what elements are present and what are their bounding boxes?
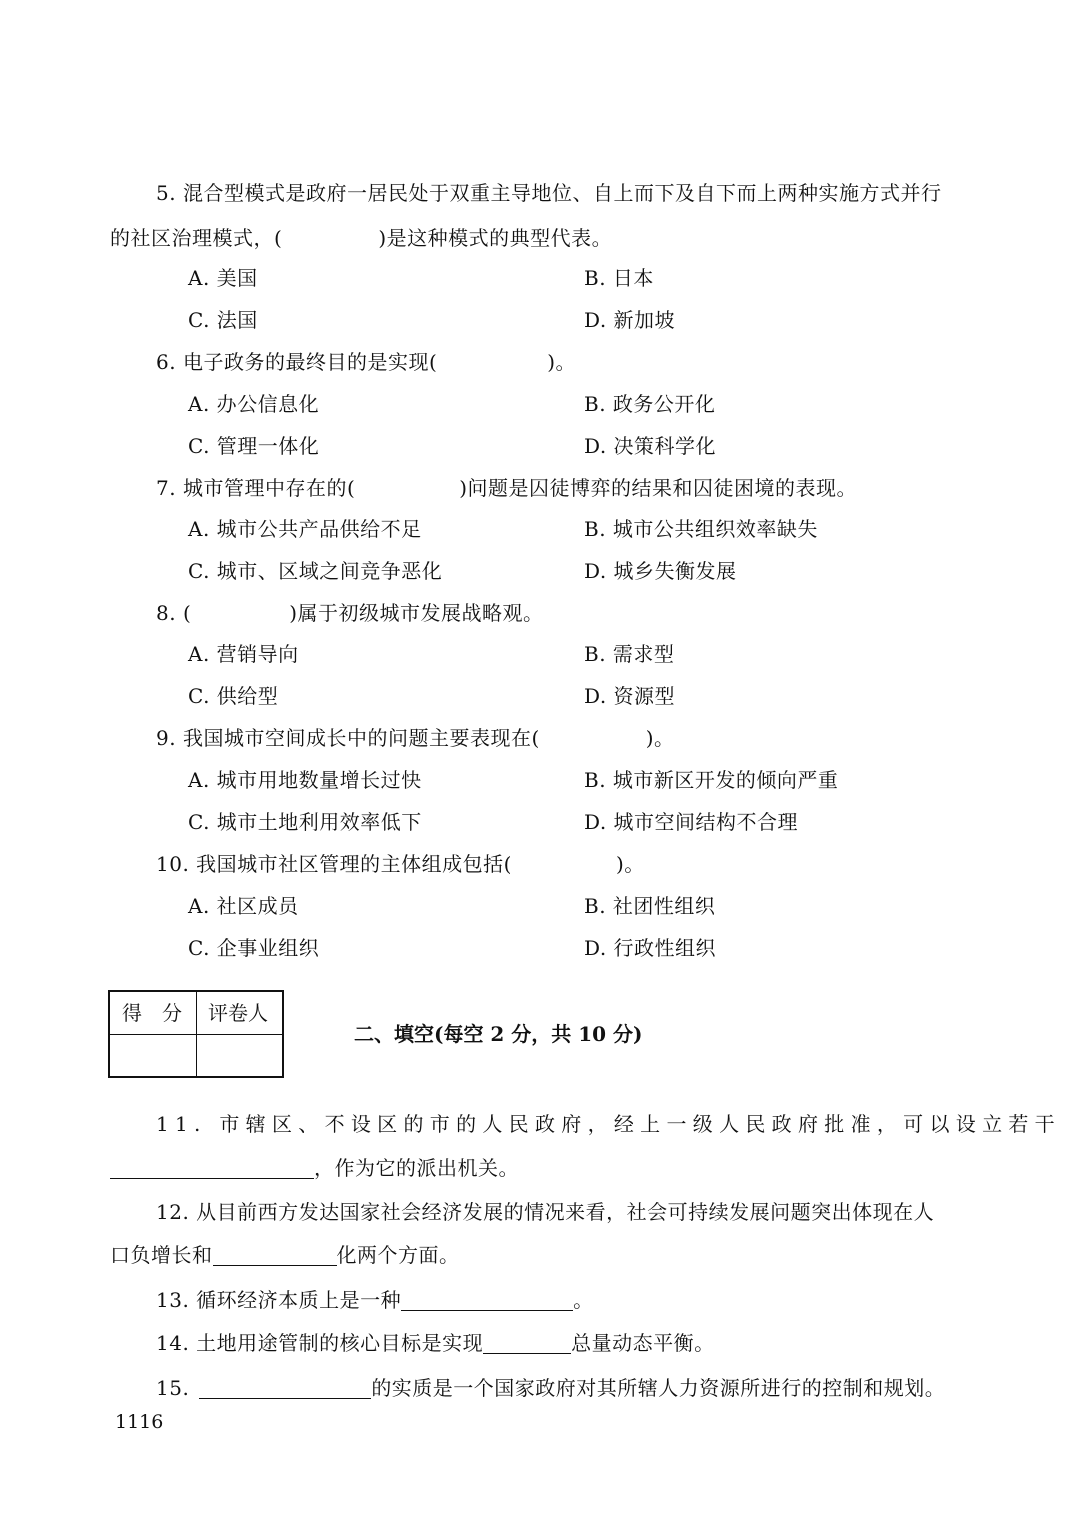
q9-option-b: B. 城市新区开发的倾向严重: [584, 768, 839, 792]
score-table: [108, 990, 284, 1078]
q14: 14. 土地用途管制的核心目标是实现 总量动态平衡。: [156, 1331, 715, 1355]
score-label: 得 分: [122, 1001, 182, 1025]
q6-option-b: B. 政务公开化: [584, 392, 716, 416]
q6-stem: 6. 电子政务的最终目的是实现( )。: [156, 350, 577, 374]
q10-option-d: D. 行政性组织: [584, 936, 717, 960]
q13: 13. 循环经济本质上是一种 。: [156, 1288, 594, 1312]
q5-option-b: B. 日本: [584, 266, 654, 290]
q5-line2: 的社区治理模式，( )是这种模式的典型代表。: [110, 226, 613, 250]
q5-option-c: C. 法国: [188, 308, 258, 332]
score-table-divider-horizontal: [110, 1034, 282, 1035]
q5-option-d: D. 新加坡: [584, 308, 676, 332]
q6-option-a: A. 办公信息化: [188, 392, 320, 416]
q7-stem: 7. 城市管理中存在的( )问题是囚徒博弈的结果和囚徒困境的表现。: [156, 476, 858, 500]
q11-line2: ，作为它的派出机关。: [110, 1156, 519, 1180]
q8-option-d: D. 资源型: [584, 684, 676, 708]
q15-blank[interactable]: [199, 1378, 371, 1399]
q8-stem: 8. ( )属于初级城市发展战略观。: [156, 601, 544, 625]
page-number: 1116: [115, 1411, 164, 1433]
section-2-title: 二、填空(每空 2 分，共 10 分): [354, 1022, 643, 1046]
q14-blank[interactable]: [483, 1333, 571, 1354]
q10-stem: 10. 我国城市社区管理的主体组成包括( )。: [156, 852, 645, 876]
q8-option-c: C. 供给型: [188, 684, 279, 708]
q8-option-b: B. 需求型: [584, 642, 675, 666]
q5-line1: 5. 混合型模式是政府一居民处于双重主导地位、自上而下及自下而上两种实施方式并行: [156, 181, 942, 205]
q9-option-d: D. 城市空间结构不合理: [584, 810, 799, 834]
q7-option-c: C. 城市、区域之间竞争恶化: [188, 559, 443, 583]
q12-line2: 口负增长和 化两个方面。: [110, 1243, 460, 1267]
q9-stem: 9. 我国城市空间成长中的问题主要表现在( )。: [156, 726, 675, 750]
q12-line1: 12. 从目前西方发达国家社会经济发展的情况来看，社会可持续发展问题突出体现在人: [156, 1200, 935, 1224]
q6-option-d: D. 决策科学化: [584, 434, 717, 458]
q6-option-c: C. 管理一体化: [188, 434, 320, 458]
q9-option-c: C. 城市土地利用效率低下: [188, 810, 422, 834]
grader-label: 评卷人: [208, 1001, 268, 1025]
q11-blank[interactable]: [110, 1158, 314, 1179]
q10-option-a: A. 社区成员: [188, 894, 299, 918]
q13-blank[interactable]: [401, 1290, 573, 1311]
q11-line1: 11. 市辖区、不设区的市的人民政府，经上一级人民政府批准，可以设立若干: [156, 1112, 1061, 1136]
q12-blank[interactable]: [213, 1245, 337, 1266]
q7-option-a: A. 城市公共产品供给不足: [188, 517, 422, 541]
q7-option-d: D. 城乡失衡发展: [584, 559, 737, 583]
q10-option-b: B. 社团性组织: [584, 894, 716, 918]
q8-option-a: A. 营销导向: [188, 642, 299, 666]
q15: 15. 的实质是一个国家政府对其所辖人力资源所进行的控制和规划。: [156, 1376, 946, 1400]
q10-option-c: C. 企事业组织: [188, 936, 320, 960]
q5-option-a: A. 美国: [188, 266, 258, 290]
q7-option-b: B. 城市公共组织效率缺失: [584, 517, 818, 541]
q9-option-a: A. 城市用地数量增长过快: [188, 768, 422, 792]
